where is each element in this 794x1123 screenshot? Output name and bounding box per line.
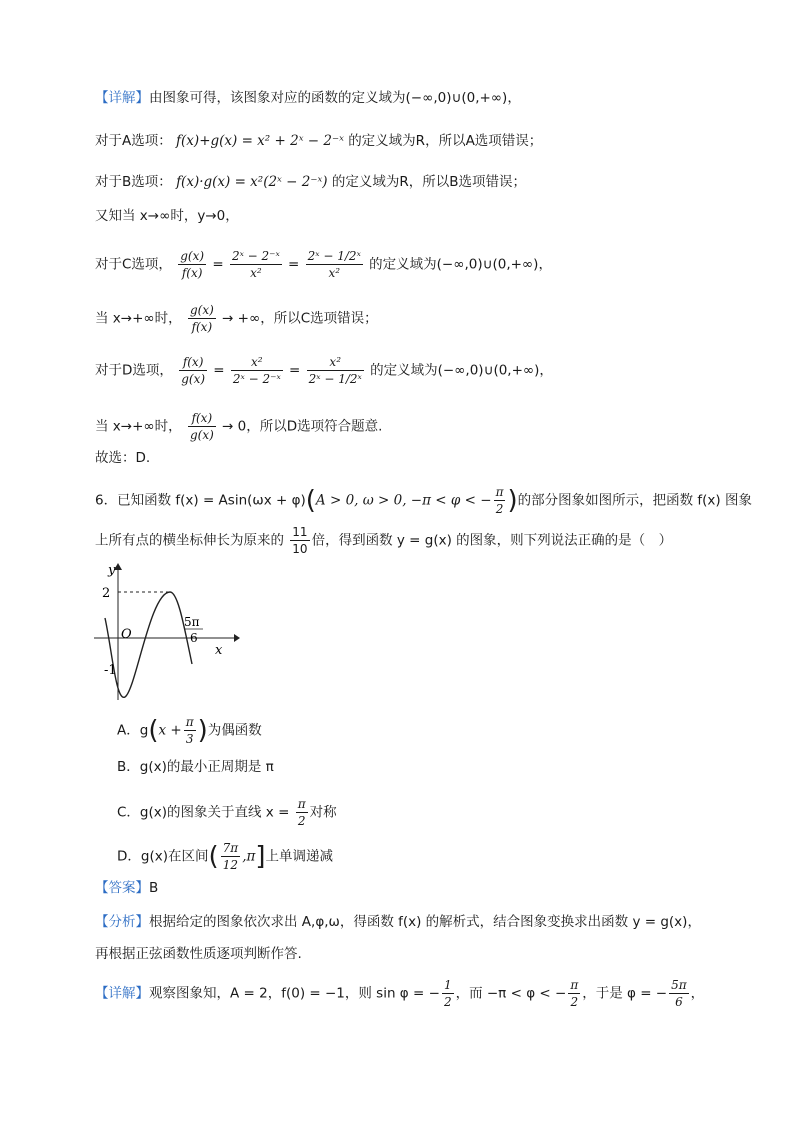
q6-text-1: 的部分图象如图所示，把函数 f(x) 图象: [517, 492, 752, 509]
limit-line: [95, 206, 239, 226]
option-d-in: ,π: [242, 848, 256, 865]
choose-text: 故选：D.: [95, 450, 151, 466]
option-a-frac: $\frac{\pi}{3}$: [185, 715, 194, 746]
expr-b: f(x)·g(x) = x²(2ˣ − 2⁻ˣ): [176, 174, 328, 190]
analysis-tag: 【分析】: [95, 914, 149, 930]
tail-d: 的定义域为(−∞,0)∪(0,+∞)，: [370, 362, 553, 379]
limit-c-line: [95, 302, 378, 335]
frac-d3: $\frac{\text{x²}}{\text{2ˣ − 1/2ˣ}}$: [308, 355, 362, 386]
q6-text-2: 上所有点的横坐标伸长为原来的: [95, 532, 284, 549]
option-b-text: B．g(x)的最小正周期是 π: [117, 759, 274, 775]
tick-minus-1: -1: [104, 663, 117, 678]
lead-c: 对于C选项，: [95, 256, 172, 273]
y-label: y: [108, 563, 116, 578]
detail-2-tag: 【详解】: [95, 985, 149, 1002]
tail-d-limit: → 0，所以D选项符合题意.: [222, 418, 383, 435]
tail-c: 的定义域为(−∞,0)∪(0,+∞)，: [369, 256, 552, 273]
option-a-analysis: [95, 131, 542, 151]
tail-c-limit: → +∞，所以C选项错误；: [222, 310, 378, 327]
option-a-post: 为偶函数: [207, 722, 262, 739]
frac-c-limit: $\frac{g(x)}{f(x)}$: [189, 303, 214, 334]
option-b: [117, 757, 274, 777]
detail-2-e: ，: [690, 985, 705, 1002]
detail-2-frac-2: $\frac{\pi}{2}$: [570, 978, 579, 1009]
limit-text: 又知当 x→∞时，y→0，: [95, 208, 239, 224]
detail-text-1: 由图象可得，该图象对应的函数的定义域为(−∞,0)∪(0,+∞)，: [149, 90, 521, 106]
option-c-pre: C．g(x)的图象关于直线 x =: [117, 804, 290, 821]
q6-frac-pi2: $\frac{\pi}{2}$: [495, 485, 504, 516]
x-axis-arrow-icon: [234, 634, 240, 642]
q6-func: 6．已知函数 f(x) = Asin(ωx + φ): [95, 492, 306, 509]
limit-d-line: [95, 410, 382, 443]
choose-line: [95, 448, 150, 468]
option-a-in: x +: [158, 722, 182, 739]
question-6-line-2: [95, 524, 672, 557]
option-d-analysis: 对于D选项， $\frac{f(x)}{g(x)}$ = $\frac{\text{x²}}{\text{2ˣ − 2⁻ˣ}}$ = $\frac{\text{x²}}{\text{2ˣ − 1/2ˣ}}$ 的定义域为(−∞,0)∪(0,+∞)，: [95, 355, 553, 386]
detail-2-b: ，而 −π < φ < −: [455, 985, 567, 1002]
tail-a: 的定义域为R，所以A选项错误；: [348, 133, 543, 149]
x-label: x: [215, 643, 223, 658]
expr-a: f(x)+g(x) = x² + 2ˣ − 2⁻ˣ: [176, 133, 344, 149]
option-d-post: 上单调递减: [265, 848, 334, 865]
lead-a: 对于A选项：: [95, 133, 172, 149]
sine-graph: [92, 562, 242, 702]
tick-6: 6: [190, 631, 198, 645]
tick-5pi: 5π: [184, 615, 200, 629]
analysis-text-2: 再根据正弦函数性质逐项判断作答.: [95, 946, 302, 962]
answer-tag: 【答案】: [95, 880, 149, 896]
detail-line-1: [95, 88, 521, 108]
frac-c1: $\frac{g(x)}{f(x)}$: [180, 249, 205, 280]
tick-2: 2: [102, 586, 111, 601]
frac-d2: $\frac{\text{x²}}{\text{2ˣ − 2⁻ˣ}}$: [232, 355, 281, 386]
option-c-analysis: 对于C选项， $\frac{g(x)}{f(x)}$ = $\frac{\text{2ˣ − 2⁻ˣ}}{\text{x²}}$ = $\frac{\text{2ˣ − 1/2ˣ}}{\text{x²}}$ 的定义域为(−∞,0)∪(0,+∞)，: [95, 249, 552, 280]
analysis-text-1: 根据给定的图象依次求出 A,φ,ω，得函数 f(x) 的解析式，结合图象变换求出函数 y = g(x)，: [149, 914, 701, 930]
frac-c2: $\frac{\text{2ˣ − 2⁻ˣ}}{\text{x²}}$: [231, 249, 280, 280]
tail-b: 的定义域为R，所以B选项错误；: [331, 174, 526, 190]
frac-d1: $\frac{f(x)}{g(x)}$: [181, 355, 206, 386]
analysis-line-2: [95, 944, 302, 964]
lead-b: 对于B选项：: [95, 174, 172, 190]
detail-tag: 【详解】: [95, 90, 149, 106]
detail-2-line: [95, 977, 704, 1010]
detail-2-c: ，于是 φ = −: [582, 985, 668, 1002]
detail-2-a: 观察图象知，A = 2，f(0) = −1，则 sin φ = −: [149, 985, 440, 1002]
option-c-post: 对称: [309, 804, 337, 821]
answer-text: B: [149, 880, 159, 896]
frac-c3: $\frac{\text{2ˣ − 1/2ˣ}}{\text{x²}}$: [307, 249, 361, 280]
answer-line: [95, 878, 158, 898]
q6-frac-11-10: $\frac{11}{10}$: [292, 525, 308, 556]
question-6-line-1: 6．已知函数 f(x) = Asin(ωx + φ)(A > 0, ω > 0, −π < φ < − $\frac{\pi}{2}$ )的部分图象如图所示，把函数 f(x) 图象: [95, 485, 752, 516]
lead-d: 对于D选项，: [95, 362, 173, 379]
lead-d-limit: 当 x→+∞时，: [95, 418, 182, 435]
option-c-frac: $\frac{\pi}{2}$: [297, 797, 306, 828]
option-d-frac: $\frac{7\pi}{12}$: [222, 841, 239, 872]
option-c: [117, 796, 337, 829]
analysis-line-1: [95, 912, 701, 932]
option-d: D．g(x)在区间( $\frac{7\pi}{12}$ ,π]上单调递减: [117, 841, 334, 872]
option-b-analysis: [95, 172, 526, 192]
lead-c-limit: 当 x→+∞时，: [95, 310, 182, 327]
q6-cond: A > 0, ω > 0, −π < φ < −: [315, 492, 492, 509]
q6-text-3: 倍，得到函数 y = g(x) 的图象，则下列说法正确的是（ ）: [311, 532, 673, 549]
option-a: A．g(x + $\frac{\pi}{3}$ )为偶函数: [117, 715, 262, 746]
detail-2-frac-3: $\frac{5\pi}{6}$: [671, 978, 687, 1009]
detail-2-frac-1: $\frac{1}{2}$: [443, 978, 452, 1009]
option-d-pre: D．g(x)在区间: [117, 848, 209, 865]
origin-label: O: [121, 627, 132, 642]
frac-d-limit: $\frac{f(x)}{g(x)}$: [189, 411, 214, 442]
option-a-pre: A．g: [117, 722, 149, 739]
